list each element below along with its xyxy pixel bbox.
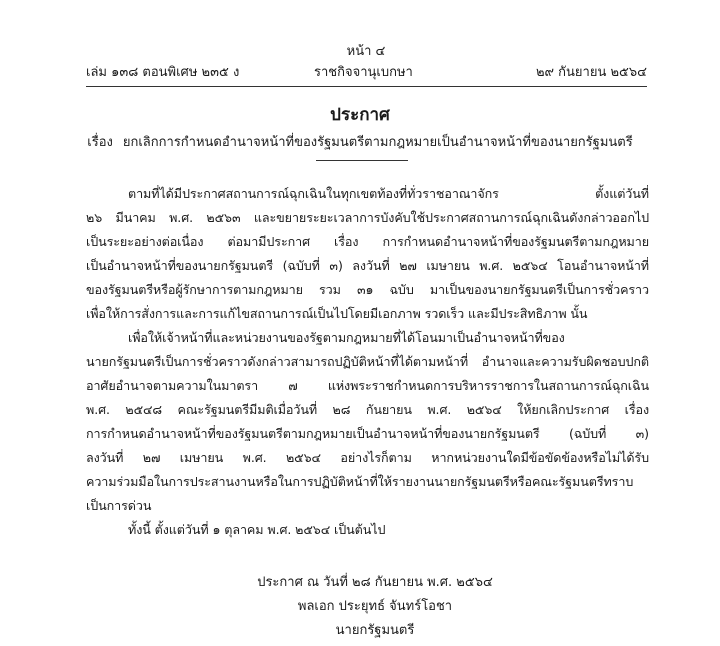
publication-date: ๒๙ กันยายน ๒๕๖๔ [535,65,647,80]
signer-title: นายกรัฐมนตรี [335,623,415,638]
body-line: ๒๖ มีนาคม พ.ศ. ๒๕๖๓ และขยายระยะเวลาการบังคับใช้ประกาศสถานการณ์ฉุกเฉินดังกล่าวออกไป [86,210,649,225]
publication-name: ราชกิจจานุเบกษา [314,65,413,80]
signer-name: พลเอก ประยุทธ์ จันทร์โอชา [297,599,453,614]
header-divider [86,86,647,87]
announcement-title: ประกาศ [330,105,390,125]
subject-divider [316,160,408,161]
announcement-date-line: ประกาศ ณ วันที่ ๒๘ กันยายน พ.ศ. ๒๕๖๔ [257,575,493,590]
subject-text: ยกเลิกการกำหนดอำนาจหน้าที่ของรัฐมนตรีตามกฎหมายเป็นอำนาจหน้าที่ของนายกรัฐมนตรี [122,135,633,150]
body-line: ลงวันที่ ๒๗ เมษายน พ.ศ. ๒๕๖๔ อย่างไรก็ตาม หากหน่วยงานใดมีข้อขัดข้องหรือไม่ได้รับ [86,450,649,465]
volume-info: เล่ม ๑๓๘ ตอนพิเศษ ๒๓๕ ง [86,65,240,80]
body-line: อาศัยอำนาจตามความในมาตรา ๗ แห่งพระราชกำหนดการบริหารราชการในสถานการณ์ฉุกเฉิน [86,378,649,393]
body-line: ตามที่ได้มีประกาศสถานการณ์ฉุกเฉินในทุกเขตท้องที่ทั่วราชอาณาจักร ตั้งแต่วันที่ [128,186,649,201]
announcement-subject [0,131,720,152]
body-line: พ.ศ. ๒๕๔๘ คณะรัฐมนตรีมีมติเมื่อวันที่ ๒๘ กันยายน พ.ศ. ๒๕๖๔ ให้ยกเลิกประกาศ เรื่อง [86,402,649,417]
body-line: เพื่อให้เจ้าหน้าที่และหน่วยงานของรัฐตามกฎหมายที่ได้โอนมาเป็นอำนาจหน้าที่ของ [128,330,565,345]
body-line: ความร่วมมือในการประสานงานหรือในการปฏิบัติหน้าที่ให้รายงานนายกรัฐมนตรีหรือคณะรัฐมนตรีทราบ [86,474,634,489]
body-line: การกำหนดอำนาจหน้าที่ของรัฐมนตรีตามกฎหมายเป็นอำนาจหน้าที่ของนายกรัฐมนตรี (ฉบับที่ ๓) [86,426,649,441]
gazette-header [86,61,647,79]
body-line: เพื่อให้การสั่งการและการแก้ไขสถานการณ์เป็นไปโดยมีเอกภาพ รวดเร็ว และมีประสิทธิภาพ นั้น [86,306,588,321]
body-line: เป็นระยะอย่างต่อเนื่อง ต่อมามีประกาศ เรื่อง การกำหนดอำนาจหน้าที่ของรัฐมนตรีตามกฎหมาย [86,234,649,249]
body-line: เป็นการด่วน [86,498,152,513]
body-line: ของรัฐมนตรีหรือผู้รักษาการตามกฎหมาย รวม ๓๑ ฉบับ มาเป็นของนายกรัฐมนตรีเป็นการชั่วคราว [86,282,649,297]
subject-label: เรื่อง [87,135,113,150]
body-line: นายกรัฐมนตรีเป็นการชั่วคราวดังกล่าวสามารถปฏิบัติหน้าที่ได้ตามหน้าที่ อำนาจและความรับผิดชอบปกติ [86,354,649,369]
body-line: เป็นอำนาจหน้าที่ของนายกรัฐมนตรี (ฉบับที่ ๓) ลงวันที่ ๒๗ เมษายน พ.ศ. ๒๕๖๔ โอนอำนาจหน้าที่ [86,258,649,273]
body-line: ทั้งนี้ ตั้งแต่วันที่ ๑ ตุลาคม พ.ศ. ๒๕๖๔ เป็นต้นไป [128,522,386,537]
page-number: หน้า ๔ [346,44,386,59]
